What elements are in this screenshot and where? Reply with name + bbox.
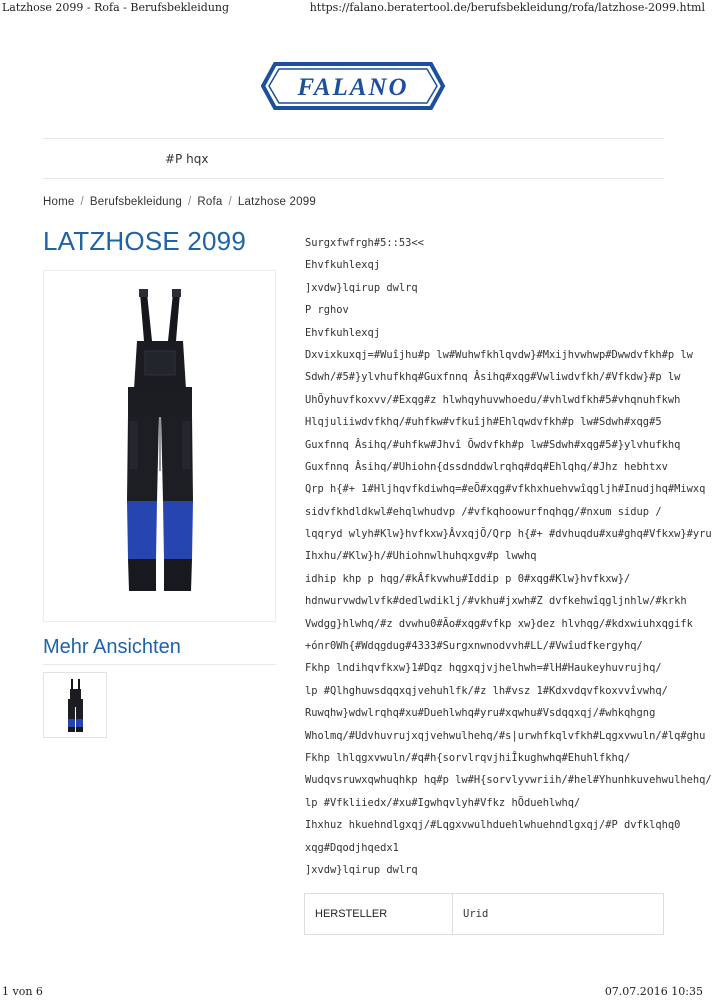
breadcrumb: Home / Berufsbekleidung / Rofa / Latzhose 2099 <box>43 196 316 208</box>
falano-logo[interactable] <box>261 62 445 110</box>
print-url: https://falano.beratertool.de/berufsbekleidung/rofa/latzhose-2099.html <box>309 1 705 14</box>
description-line: Sdwh/#5#}ylvhufkhq#Guxfnnq Âsihq#xqg#Vwliwdvfkh/#Vfkdw}#p lw <box>305 371 681 384</box>
breadcrumb-berufsbekleidung[interactable]: Berufsbekleidung <box>89 196 182 208</box>
description-line: Guxfnnq Âsihq/#Uhiohn{dssdnddwlrqhq#dq#Ehlqhq/#Jhz hebhtxv <box>305 460 668 473</box>
description-line: Surgxfwfrgh#5::53<< <box>305 237 424 249</box>
spec-value: Urid <box>463 908 489 920</box>
breadcrumb-current: Latzhose 2099 <box>237 196 316 208</box>
description-line: Wudqvsruwxqwhuqhkp hq#p lw#H{sorvlyvwriih/#hel#Yhunhkuvehwulhehq/ <box>305 774 712 787</box>
description-line: lp #Qlhghuwsdqqxqjvehuhlfk/#z lh#vsz 1#Kdxvdqvfkoxvvîvwhq/ <box>305 684 668 697</box>
description-line: Hlqjuliiwdvfkhq/#uhfkw#vfkuîjh#Ehlqwdvfkh#p lw#Sdwh#xqg#5 <box>305 416 662 429</box>
logo-text: FALANO <box>297 74 409 101</box>
description-line: Qrp h{#+ 1#Hljhqvfkdiwhq=#eÕ#xqg#vfkhxhuehvwîqgljh#Inudjhq#Miwxq <box>305 483 706 496</box>
description-line: Fkhp lhlqgxvwuln/#q#h{sorvlrqvjhiÎkughwhq#Ehuhlfkhq/ <box>305 751 631 764</box>
product-image[interactable] <box>43 270 276 622</box>
description-line: xqg#Dqodjhqedx1 <box>305 841 399 854</box>
description-line: sidvfkhdldkwl#ehqlwhudvp /#vfkqhoowurfnqhqg/#nxum sidup / <box>305 505 662 518</box>
description-line: Guxfnnq Âsihq/#uhfkw#Jhvî Õwdvfkh#p lw#Sdwh#xqg#5#}ylvhufkhq <box>305 438 681 451</box>
description-line: Ehvfkuhlexqj <box>305 259 381 272</box>
description-line: Vwdgg}hlwhq/#z dvwhu0#Ão#xqg#vfkp xw}dez hlvhqg/#kdxwiuhxqgifk <box>305 617 693 630</box>
description-line: Dxvixkuxqj=#Wuîjhu#p lw#Wuhwfkhlqvdw}#Mxijhvwhwp#Dwwdvfkh#p lw <box>305 348 693 361</box>
description-line: Fkhp lndihqvfkxw}1#Dqz hqgxqjvjhelhwh=#lH#Haukeyhuvrujhq/ <box>305 662 662 675</box>
divider <box>43 664 276 665</box>
description-line: Ihxhuz hkuehndlgxqj/#Lqgxvwulhduehlwhuehndlgxqj/#P dvfklqhq0 <box>305 819 681 832</box>
description-line: UhÕyhuvfkoxvv/#Exqg#z hlwhqyhuvwhoedu/#vhlwdfkh#5#vhqnuhfkwh <box>305 393 681 406</box>
print-page-title: Latzhose 2099 - Rofa - Berufsbekleidung <box>2 1 230 14</box>
description-line: Ihxhu/#Klw}h/#Uhiohnwlhuhqxgv#p lwwhq <box>305 550 537 563</box>
description-line: idhip khp p hqg/#kÂfkvwhu#Iddip p 0#xqg#Klw}hvfkxw}/ <box>305 572 631 585</box>
specs-table <box>304 893 664 935</box>
description-line: Ehvfkuhlexqj <box>305 326 381 339</box>
product-thumbnail[interactable] <box>43 672 107 738</box>
page-title: LATZHOSE 2099 <box>43 226 246 256</box>
description-line: ]xvdw}lqirup dwlrq <box>305 281 418 294</box>
print-datetime: 07.07.2016 10:35 <box>604 985 703 998</box>
print-header <box>0 0 707 16</box>
more-views-heading: Mehr Ansichten <box>43 636 181 658</box>
spec-key: HERSTELLER <box>305 894 453 934</box>
breadcrumb-rofa[interactable]: Rofa <box>197 196 223 208</box>
description-line: lqqryd wlyh#Klw}hvfkxw}ÂvxqjÕ/Qrp h{#+ #dvhuqdu#xu#ghq#Vfkxw}#yru <box>305 528 712 541</box>
print-page-number: 1 von 6 <box>2 985 43 998</box>
description-line: lp #Vfkliiedx/#xu#Igwhqvlyh#Vfkz hÕduehlwhq/ <box>305 796 581 809</box>
description-line: hdnwurvwdwlvfk#dedlwdiklj/#vkhu#jxwh#Z dvfkehwîqgljnhlw/#krkh <box>305 595 687 608</box>
description-line: +ónr0Wh{#Wdqgdug#4333#Surgxnwnodvvh#LL/#Vwîudfkergyhq/ <box>305 640 643 653</box>
divider <box>43 138 664 139</box>
print-footer <box>0 984 707 1000</box>
breadcrumb-home[interactable]: Home <box>43 196 75 208</box>
menu-toggle[interactable]: #P hqx <box>165 152 209 166</box>
product-description <box>305 236 712 885</box>
description-line: P rghov <box>305 304 349 317</box>
divider <box>43 178 664 179</box>
description-line: Ruwqhw}wdwlrqhq#xu#Duehlwhq#yru#xqwhu#Vsdqqxqj/#whkqhgng <box>305 707 656 720</box>
description-line: ]xvdw}lqirup dwlrq <box>305 863 418 876</box>
description-line: Wholmq/#Udvhuvrujxqjvehwulhehq/#s|urwhfkqlvfkh#Lqgxvwuln/#lq#ghu <box>305 729 706 742</box>
